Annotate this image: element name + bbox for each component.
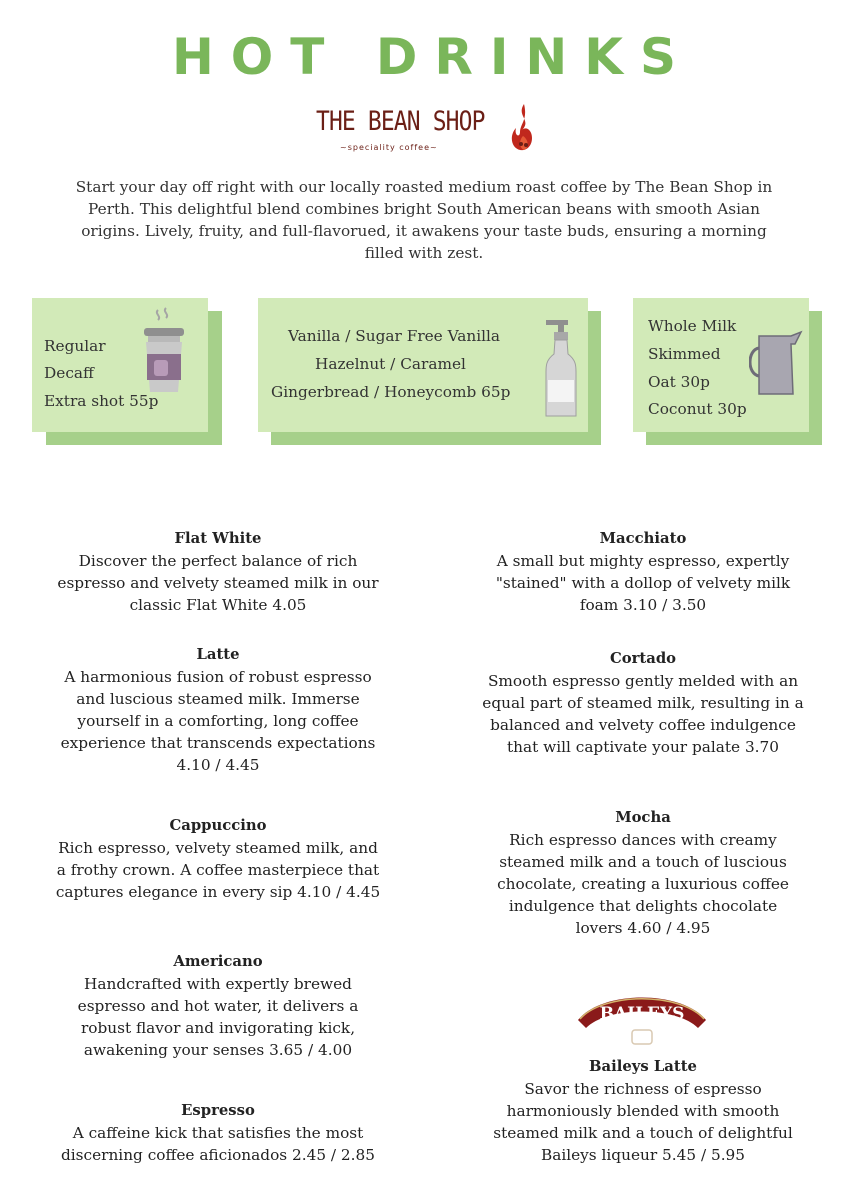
drink-mocha (458, 807, 828, 939)
drink-description-line: robust flavor and invigorating kick, (80, 1019, 356, 1037)
drink-name: Cappuccino (169, 817, 267, 834)
drink-description-line: Discover the perfect balance of rich (78, 552, 358, 570)
drink-description-line: lovers 4.60 / 4.95 (575, 919, 711, 937)
drink-espresso (33, 1100, 403, 1166)
drink-description-line: foam 3.10 / 3.50 (579, 596, 707, 614)
page-title: HOT DRINKS (171, 28, 694, 86)
drink-name: Macchiato (599, 530, 687, 547)
drink-description-line: Baileys liqueur 5.45 / 5.95 (540, 1146, 746, 1164)
drink-description-line: 4.10 / 4.45 (176, 756, 260, 774)
drink-description-line: awakening your senses 3.65 / 4.00 (83, 1041, 353, 1059)
drink-name: Cortado (609, 650, 677, 667)
drink-description-line: Smooth espresso gently melded with an (487, 672, 799, 690)
drink-cortado (458, 648, 828, 758)
drink-latte (33, 644, 403, 776)
drink-description-line: Handcrafted with expertly brewed (84, 975, 352, 993)
baileys-wordmark: BAILEYS (599, 1004, 685, 1024)
milk-options-box (633, 298, 809, 432)
drink-description-line: yourself in a comforting, long coffee (77, 712, 359, 730)
drink-name: Flat White (174, 530, 262, 547)
drink-description-line: Savor the richness of espresso (524, 1080, 762, 1098)
syrup-hazelnut: Hazelnut / Caramel (315, 355, 466, 373)
drink-description-line: Rich espresso dances with creamy (509, 831, 777, 849)
syrups-box (258, 298, 588, 432)
milk-coconut: Coconut 30p (648, 400, 747, 418)
logo-tagline: ~speciality coffee~ (340, 143, 438, 152)
drink-description-line: that will captivate your palate 3.70 (506, 738, 780, 756)
drink-description-line: A caffeine kick that satisfies the most (72, 1124, 364, 1142)
milk-skimmed: Skimmed (648, 345, 721, 363)
intro-text: Start your day off right with our locally roasted medium roast coffee by The Bean Shop in Perth. This delightful blend combines bright South American beans with smooth Asian origins. Lively, fruity, and full-flavorued, it awakens your taste buds, ensuring a morning filled with zest. (75, 178, 773, 262)
drink-baileys-latte (458, 1056, 828, 1166)
drink-name: Latte (196, 646, 240, 663)
drink-description-line: equal part of steamed milk, resulting in a (482, 694, 804, 712)
drink-description-line: experience that transcends expectations (60, 734, 376, 752)
drink-description-line: and luscious steamed milk. Immerse (76, 690, 360, 708)
flame-icon (506, 100, 542, 160)
drink-macchiato (458, 528, 828, 616)
drink-name: Espresso (181, 1102, 255, 1119)
option-decaff: Decaff (44, 364, 94, 382)
drink-description-line: steamed milk and a touch of delightful (493, 1124, 793, 1142)
drink-name: Baileys Latte (589, 1058, 697, 1075)
drink-description-line: a frothy crown. A coffee masterpiece that (56, 861, 380, 879)
takeaway-cup-icon (138, 306, 190, 396)
syrup-gingerbread: Gingerbread / Honeycomb 65p (271, 383, 511, 401)
drink-description-line: classic Flat White 4.05 (129, 596, 307, 614)
logo-name: THE BEAN SHOP (316, 106, 485, 137)
coffee-options-box (32, 298, 208, 432)
drink-name: Mocha (615, 809, 671, 826)
drink-description-line: discerning coffee aficionados 2.45 / 2.85 (60, 1146, 375, 1164)
drink-description-line: A harmonious fusion of robust espresso (64, 668, 372, 686)
option-regular: Regular (44, 337, 106, 355)
syrup-bottle-icon (540, 316, 584, 422)
drink-description-line: Rich espresso, velvety steamed milk, and (58, 839, 378, 857)
drink-flat-white (33, 528, 403, 616)
drink-description-line: A small but mighty espresso, expertly (496, 552, 790, 570)
syrup-vanilla: Vanilla / Sugar Free Vanilla (288, 327, 501, 345)
option-extra-shot: Extra shot 55p (44, 392, 159, 410)
drink-description-line: chocolate, creating a luxurious coffee (497, 875, 789, 893)
milk-whole: Whole Milk (648, 317, 737, 335)
bean-shop-logo (316, 100, 546, 160)
drink-description-line: steamed milk and a touch of luscious (499, 853, 787, 871)
milk-jug-icon (749, 330, 805, 400)
drink-description-line: espresso and hot water, it delivers a (77, 997, 359, 1015)
drink-description-line: balanced and velvety coffee indulgence (490, 716, 796, 734)
drink-name: Americano (173, 953, 263, 970)
drink-description-line: captures elegance in every sip 4.10 / 4.45 (55, 883, 381, 901)
drink-description-line: indulgence that delights chocolate (508, 897, 778, 915)
drink-description-line: espresso and velvety steamed milk in our (57, 574, 379, 592)
drink-description-line: "stained" with a dollop of velvety milk (495, 574, 791, 592)
drink-cappuccino (33, 815, 403, 903)
milk-oat: Oat 30p (648, 373, 710, 391)
drink-description-line: harmoniously blended with smooth (506, 1102, 780, 1120)
drink-americano (33, 951, 403, 1061)
baileys-logo (572, 988, 712, 1046)
